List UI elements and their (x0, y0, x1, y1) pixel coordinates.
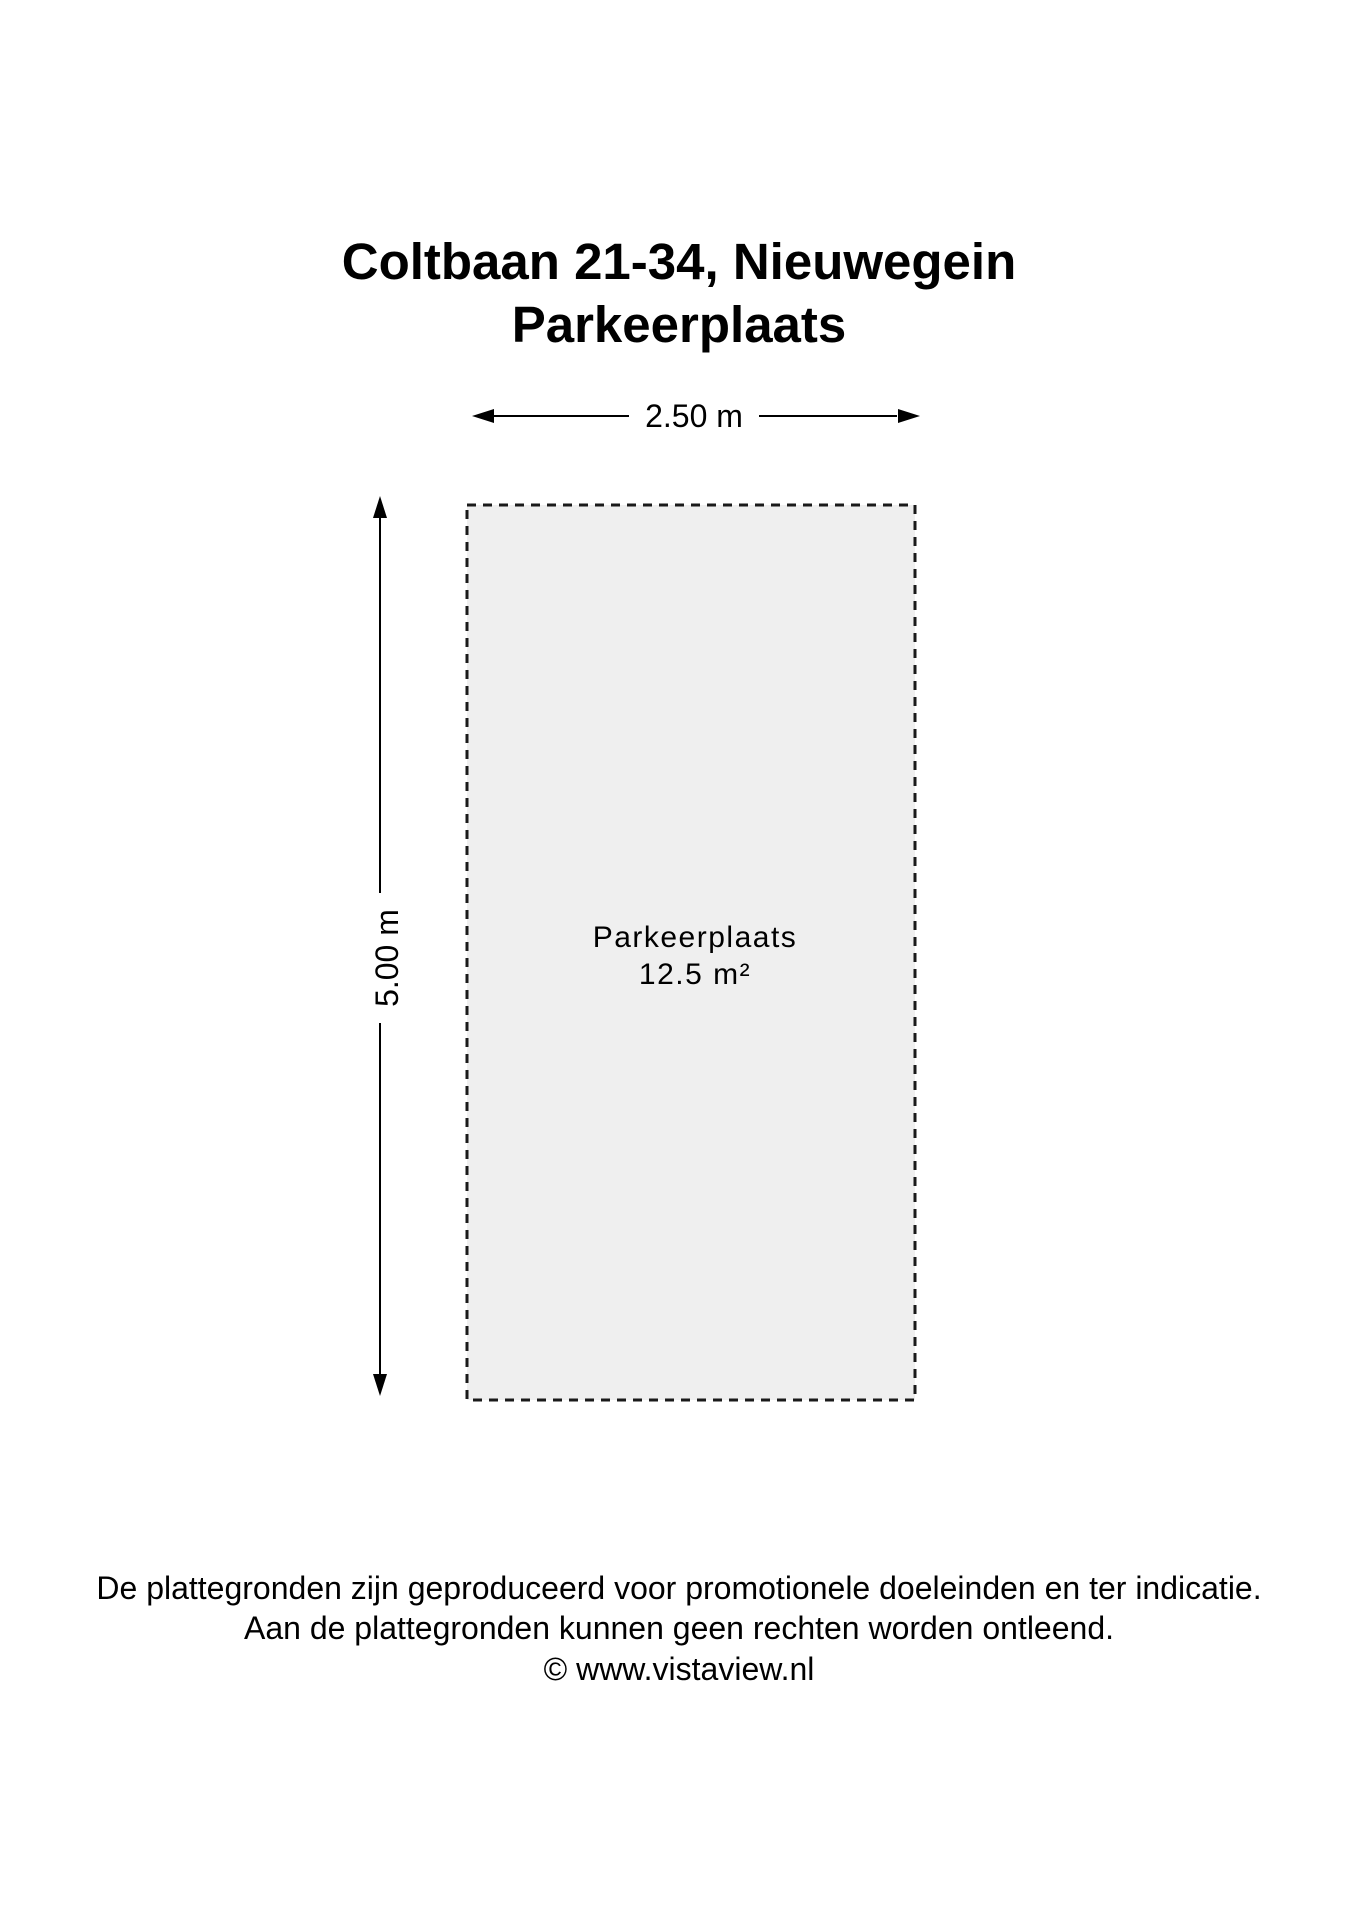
room-area-label: 12.5 m² (638, 958, 752, 991)
disclaimer-line-1: De plattegronden zijn geproduceerd voor promotionele doeleinden en ter indicatie. (96, 1570, 1262, 1606)
disclaimer-line-2: Aan de plattegronden kunnen geen rechten worden ontleend. (243, 1610, 1114, 1646)
room-name-label: Parkeerplaats (592, 921, 798, 954)
arrow-up-icon (373, 496, 387, 518)
plan-title-floor: Parkeerplaats (511, 296, 847, 353)
copyright-line: © www.vistaview.nl (543, 1651, 815, 1687)
width-dimension-label: 2.50 m (629, 396, 759, 436)
arrow-right-icon (898, 409, 920, 423)
height-dimension-label: 5.00 m (367, 893, 407, 1023)
arrow-left-icon (472, 409, 494, 423)
arrow-down-icon (373, 1374, 387, 1396)
plan-title-address: Coltbaan 21-34, Nieuwegein (341, 233, 1017, 290)
